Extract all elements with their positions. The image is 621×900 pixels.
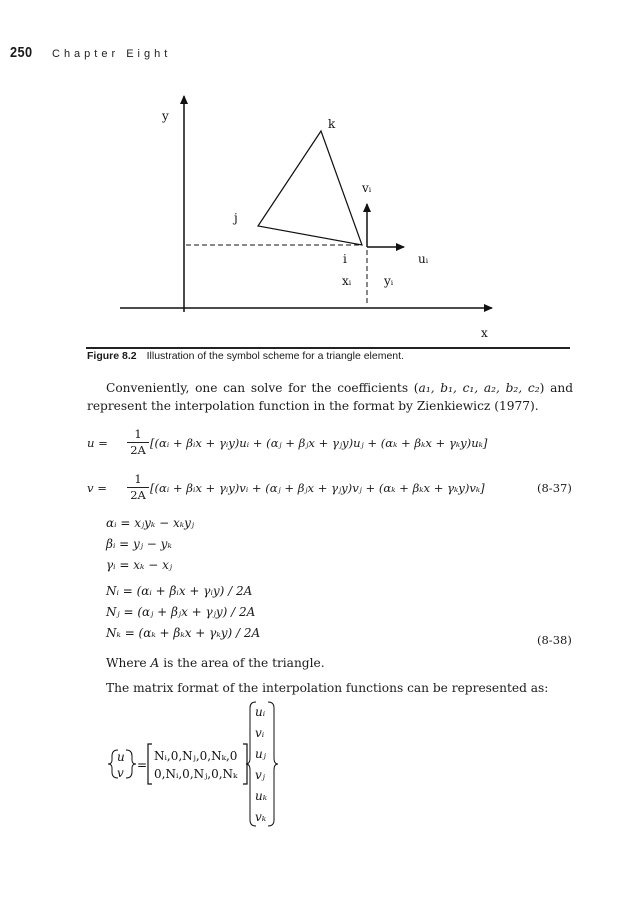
- gamma-definition: γᵢ = xₖ − xⱼ: [106, 558, 173, 572]
- beta-definition: βᵢ = yⱼ − yₖ: [106, 537, 172, 551]
- shape-function-k: Nₖ = (αₖ + βₖx + γₖy) / 2A: [106, 626, 261, 640]
- chapter-title: Chapter Eight: [52, 48, 172, 60]
- vector-entry-5: uₖ: [255, 789, 268, 803]
- para1-part-a: Conveniently, one can solve for the coefficients (: [106, 381, 419, 395]
- equals-sign: =: [137, 758, 148, 772]
- equation-u-lhs: u =: [87, 436, 108, 450]
- vector-right-brace: [268, 702, 278, 826]
- caption-text: Illustration of the symbol scheme for a triangle element.: [146, 350, 404, 362]
- node-i-label: i: [343, 252, 347, 266]
- figure-caption: [87, 350, 404, 362]
- vector-entry-1: uᵢ: [255, 705, 266, 719]
- node-j-label: j: [234, 211, 238, 225]
- lhs-v: v: [117, 766, 124, 780]
- fraction-u-denominator: 2A: [130, 443, 146, 457]
- area-note-suffix: is the area of the triangle.: [159, 656, 325, 670]
- page-number: 250: [10, 44, 33, 61]
- area-note: [106, 656, 325, 670]
- para1-part-b: ) and represent the interpolation function in the format by Zienkiewicz (1977).: [87, 381, 573, 413]
- vector-entry-6: vₖ: [255, 810, 267, 824]
- equation-u-rhs: [(αᵢ + βᵢx + γᵢy)uᵢ + (αⱼ + βⱼx + γⱼy)uⱼ + (αₖ + βₖx + γₖy)uₖ]: [150, 436, 488, 450]
- fraction-v-denominator: 2A: [130, 488, 146, 502]
- equation-number-8-37: (8-37): [537, 481, 572, 495]
- matrix-intro: The matrix format of the interpolation functions can be represented as:: [106, 681, 549, 695]
- intro-paragraph: [87, 380, 573, 415]
- fraction-u: [127, 428, 149, 457]
- fraction-u-numerator: 1: [134, 427, 142, 441]
- equation-v: [87, 481, 107, 495]
- lhs-u: u: [117, 750, 125, 764]
- shape-function-j: Nⱼ = (αⱼ + βⱼx + γⱼy) / 2A: [106, 605, 256, 619]
- matrix-row-2: 0,Nᵢ,0,Nⱼ,0,Nₖ: [154, 767, 238, 781]
- yi-label: yᵢ: [384, 274, 394, 288]
- fraction-v: [127, 473, 149, 502]
- x-axis-label: x: [481, 326, 488, 340]
- triangle-element-figure: [0, 0, 621, 345]
- alpha-definition: αᵢ = xⱼyₖ − xₖyⱼ: [106, 516, 195, 530]
- equation-u: [87, 436, 108, 450]
- equation-v-lhs: v =: [87, 481, 107, 495]
- lhs-right-brace: [126, 750, 136, 778]
- para1-coefficients: a₁, b₁, c₁, a₂, b₂, c₂: [418, 381, 540, 395]
- y-axis-label: y: [162, 109, 169, 123]
- matrix-equation: [104, 698, 304, 830]
- vector-entry-2: vᵢ: [255, 726, 265, 740]
- matrix-row-1: Nᵢ,0,Nⱼ,0,Nₖ,0: [154, 749, 238, 763]
- vector-entry-4: vⱼ: [255, 768, 265, 782]
- vector-entry-3: uⱼ: [255, 747, 266, 761]
- triangle-element: [258, 131, 362, 245]
- xi-label: xᵢ: [342, 274, 352, 288]
- figure-rule: [86, 347, 570, 349]
- area-note-var: A: [150, 656, 160, 670]
- equation-v-rhs: [(αᵢ + βᵢx + γᵢy)vᵢ + (αⱼ + βⱼx + γⱼy)vⱼ + (αₖ + βₖx + γₖy)vₖ]: [150, 481, 485, 495]
- node-k-label: k: [328, 117, 336, 131]
- fraction-v-numerator: 1: [134, 472, 142, 486]
- ui-label: uᵢ: [418, 252, 429, 266]
- caption-label: Figure 8.2: [87, 350, 137, 362]
- matrix-left-bracket: [148, 744, 152, 784]
- area-note-prefix: Where: [106, 656, 151, 670]
- vector-left-brace: [246, 702, 256, 826]
- equation-number-8-38: (8-38): [537, 633, 572, 647]
- vi-label: vᵢ: [362, 181, 372, 195]
- shape-function-i: Nᵢ = (αᵢ + βᵢx + γᵢy) / 2A: [106, 584, 253, 598]
